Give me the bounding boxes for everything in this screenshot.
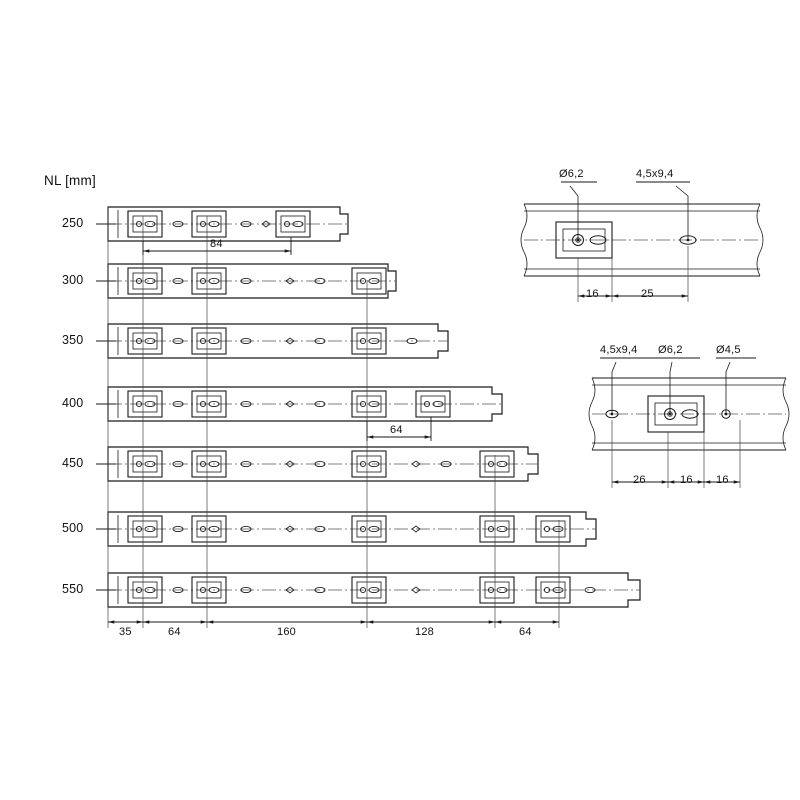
rail-row-250 bbox=[108, 207, 348, 241]
slide-rails-group bbox=[108, 207, 640, 607]
detail-top-dimension-16: 16 bbox=[586, 288, 599, 300]
detail-view-top bbox=[521, 182, 763, 302]
nl-label-450: 450 bbox=[62, 456, 84, 470]
callout-slot-4-5x9-4-bottom: 4,5x9,4 bbox=[600, 344, 638, 356]
callout-slot-4-5x9-4-top: 4,5x9,4 bbox=[636, 168, 674, 180]
dimension-label-35: 35 bbox=[119, 626, 132, 638]
callout-diameter-4-5: Ø4,5 bbox=[716, 344, 741, 356]
dimension-label-128: 128 bbox=[415, 626, 434, 638]
rail-row-550 bbox=[108, 573, 640, 607]
detail-view-bottom bbox=[589, 358, 789, 488]
detail-bottom-dimension-16-a: 16 bbox=[680, 474, 693, 486]
rail-row-300 bbox=[108, 264, 396, 298]
dimension-label-64-b: 64 bbox=[519, 626, 532, 638]
dimension-label-64-a: 64 bbox=[168, 626, 181, 638]
detail-bottom-dimension-16-b: 16 bbox=[716, 474, 729, 486]
dimension-label-160: 160 bbox=[277, 626, 296, 638]
rail-row-350 bbox=[108, 324, 448, 358]
nl-label-550: 550 bbox=[62, 582, 84, 596]
dimension-label-84: 84 bbox=[210, 238, 223, 250]
nl-label-400: 400 bbox=[62, 396, 84, 410]
rail-row-400 bbox=[108, 387, 502, 421]
page-title: NL [mm] bbox=[44, 173, 96, 188]
rail-row-500 bbox=[108, 512, 596, 546]
rail-row-450 bbox=[108, 447, 538, 481]
detail-top-dimension-25: 25 bbox=[641, 288, 654, 300]
nl-axis-ticks bbox=[96, 224, 116, 590]
callout-diameter-6-2: Ø6,2 bbox=[559, 168, 584, 180]
nl-label-300: 300 bbox=[62, 273, 84, 287]
dimension-label-64-row400: 64 bbox=[390, 424, 403, 436]
nl-label-350: 350 bbox=[62, 333, 84, 347]
detail-bottom-dimension-26: 26 bbox=[633, 474, 646, 486]
callout-diameter-6-2-bottom: Ø6,2 bbox=[658, 344, 683, 356]
nl-label-250: 250 bbox=[62, 216, 84, 230]
dimension-extension-lines bbox=[108, 207, 559, 628]
nl-label-500: 500 bbox=[62, 521, 84, 535]
